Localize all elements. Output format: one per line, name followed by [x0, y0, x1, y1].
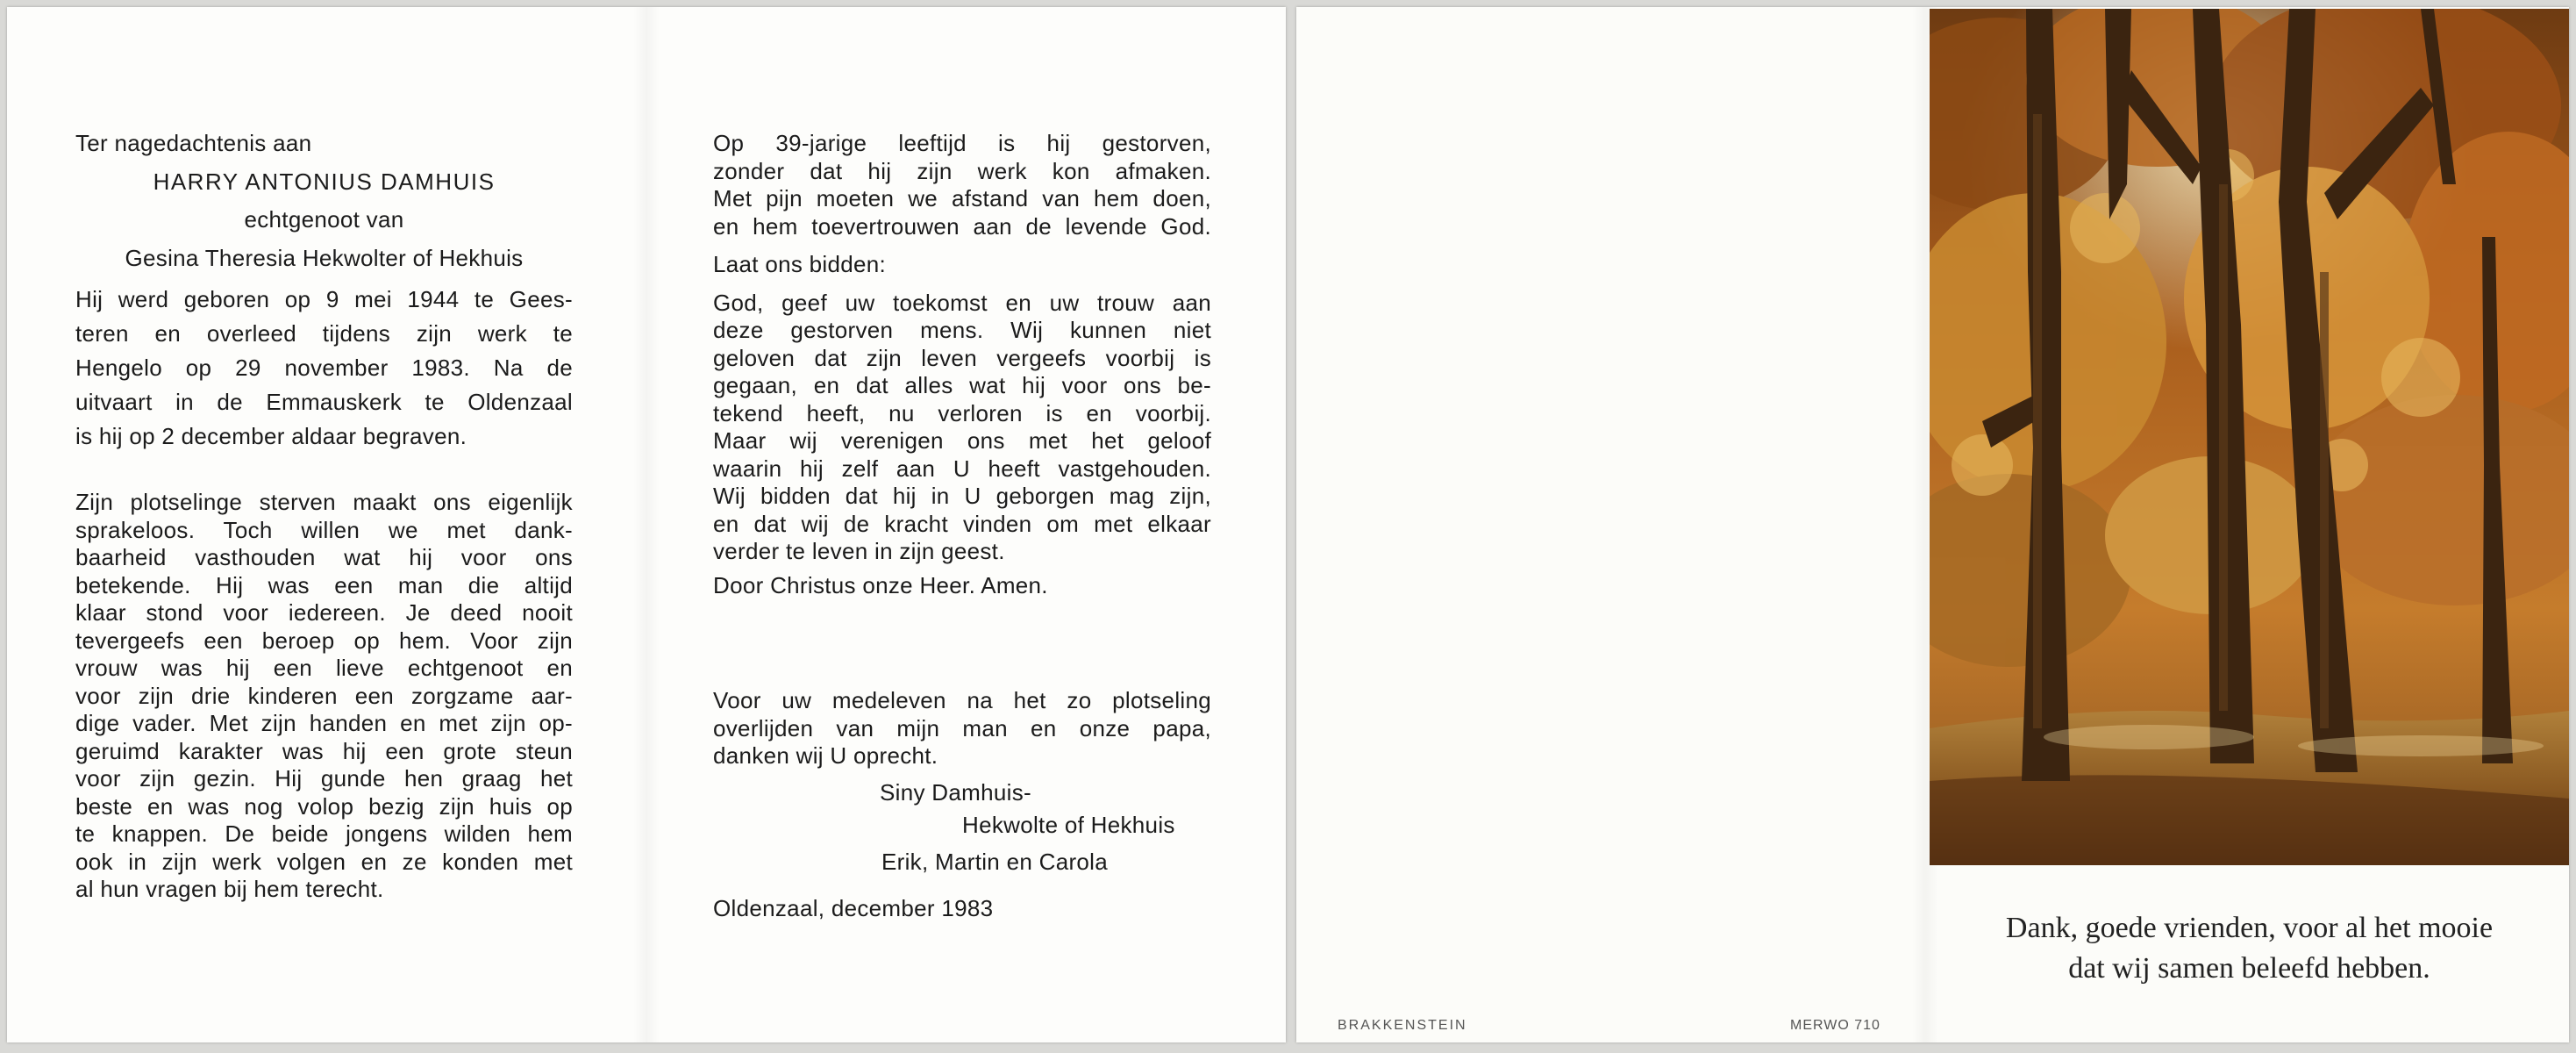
bio-paragraph — [75, 283, 573, 454]
prayer-line: deze gestorven mens. Wij kunnen niet — [713, 317, 1211, 343]
prayer-line: waarin hij zelf aan U heeft vastgehouden. — [713, 455, 1211, 482]
bio-line: is hij op 2 december aldaar begraven. — [75, 423, 467, 449]
tribute-line: te knappen. De beide jongens wilden hem — [75, 820, 573, 847]
prayer-intro: Laat ons bidden: — [713, 251, 887, 277]
prayer-line: en dat wij de kracht vinden om met elkaar — [713, 510, 1211, 537]
tribute-line: klaar stond voor iedereen. Je deed nooit — [75, 599, 573, 626]
tribute-line: betekende. Hij was een man die altijd — [75, 571, 573, 598]
prayer-line: God, geef uw toekomst en uw trouw aan — [713, 289, 1211, 316]
prayer-close: Door Christus onze Heer. Amen. — [713, 571, 1048, 598]
tribute-line: beste en was nog volop bezig zijn huis op — [75, 792, 573, 820]
opening-line: Met pijn moeten we afstand van hem doen, — [713, 185, 1211, 211]
place-date: Oldenzaal, december 1983 — [713, 895, 994, 921]
signature-line-2: Hekwolte of Hekhuis — [962, 812, 1175, 838]
tribute-paragraph — [75, 489, 573, 904]
left-panel — [75, 130, 573, 904]
middle-panel — [713, 130, 1211, 923]
opening-line: en hem toevertrouwen aan de levende God. — [713, 212, 1211, 240]
prayer-line: Wij bidden dat hij in U geborgen mag zijn, — [713, 483, 1211, 509]
tribute-line: sprakeloos. Toch willen we met dank- — [75, 516, 573, 543]
opening-paragraph — [713, 130, 1211, 240]
signature-line-3: Erik, Martin en Carola — [881, 848, 1109, 875]
tribute-line: voor zijn gezin. Hij gunde hen graag het — [75, 765, 573, 792]
closing-quote — [1930, 908, 2569, 989]
tribute-line: vrouw was hij een lieve echtgenoot en — [75, 655, 573, 681]
tribute-line: al hun vragen bij hem terecht. — [75, 876, 384, 902]
bio-line: teren en overleed tijdens zijn werk te — [75, 320, 573, 347]
bio-line: Hij werd geboren op 9 mei 1944 te Gees- — [75, 286, 573, 312]
prayer-line: gegaan, en dat alles wat hij voor ons be- — [713, 372, 1211, 398]
autumn-forest-photo — [1930, 9, 2569, 865]
tribute-line: voor zijn drie kinderen een zorgzame aar- — [75, 682, 573, 709]
intro-text: Ter nagedachtenis aan — [75, 130, 312, 156]
thanks-line: overlijden van mijn man en onze papa, — [713, 714, 1211, 741]
prayer-line: verder te leven in zijn geest. — [713, 538, 1005, 564]
prayer-line: Maar wij verenigen ons met het geloof — [713, 427, 1211, 454]
deceased-name: HARRY ANTONIUS DAMHUIS — [153, 168, 496, 195]
tribute-line: dige vader. Met zijn handen en met zijn op- — [75, 710, 573, 736]
spouse-intro: echtgenoot van — [244, 206, 404, 233]
signature-line-1: Siny Damhuis- — [880, 778, 1031, 806]
thanks-paragraph — [713, 687, 1211, 770]
thanks-line: Voor uw medeleven na het zo plotseling — [713, 687, 1211, 713]
opening-line: Op 39-jarige leeftijd is hij gestorven, — [713, 130, 1211, 156]
bio-line: Hengelo op 29 november 1983. Na de — [75, 355, 573, 381]
bio-line: uitvaart in de Emmauskerk te Oldenzaal — [75, 389, 573, 415]
thanks-line: danken wij U oprecht. — [713, 742, 938, 769]
prayer-paragraph — [713, 290, 1211, 566]
fold-crease — [633, 7, 660, 1042]
tribute-line: ook in zijn werk volgen en ze konden met — [75, 848, 573, 875]
quote-line-2: dat wij samen beleefd hebben. — [2068, 952, 2430, 985]
card-code-label: MERWO 710 — [1790, 1018, 1880, 1033]
tribute-line: tevergeefs een beroep op hem. Voor zijn — [75, 627, 573, 654]
publisher-label: BRAKKENSTEIN — [1338, 1018, 1467, 1033]
quote-line-1: Dank, goede vrienden, voor al het mooie — [2005, 912, 2494, 944]
tribute-line: Zijn plotselinge sterven maakt ons eigenlijk — [75, 489, 573, 515]
spouse-name: Gesina Theresia Hekwolter of Hekhuis — [125, 244, 524, 271]
opening-line: zonder dat hij zijn werk kon afmaken. — [713, 157, 1211, 184]
tribute-line: baarheid vasthouden wat hij voor ons — [75, 544, 573, 570]
tribute-line: geruimd karakter was hij een grote steun — [75, 737, 573, 764]
prayer-line: tekend heeft, nu verloren is en voorbij. — [713, 399, 1211, 426]
prayer-line: geloven dat zijn leven vergeefs voorbij is — [713, 344, 1211, 371]
